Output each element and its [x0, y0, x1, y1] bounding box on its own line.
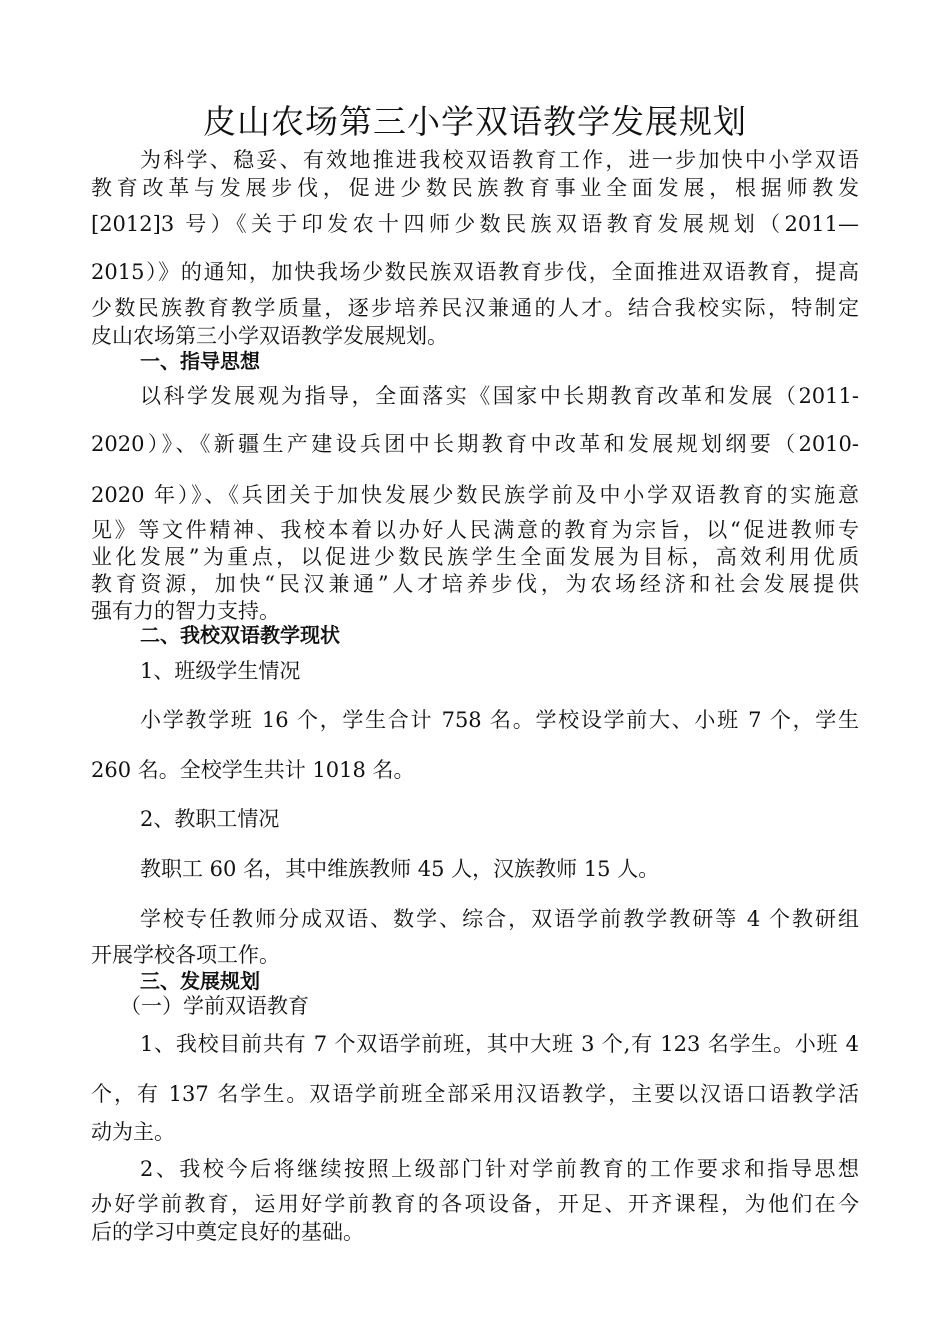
students-line: 小学教学班 16 个，学生合计 758 名。学校设学前大、小班 7 个，学生	[140, 708, 859, 732]
document-title: 皮山农场第三小学双语教学发展规划	[203, 102, 747, 141]
preschool-line: 个，有 137 名学生。双语学前班全部采用汉语教学，主要以汉语口语教学活	[91, 1082, 859, 1106]
subheading: 2、教职工情况	[140, 807, 280, 831]
guiding-line: 2020）》、《新疆生产建设兵团中长期教育中改革和发展规划纲要（2010-	[91, 432, 859, 456]
guiding-line: 业化发展”为重点，以促进少数民族学生全面发展为目标，高效利用优质	[91, 545, 859, 569]
guiding-line: 以科学发展观为指导，全面落实《国家中长期教育改革和发展（2011-	[140, 384, 859, 408]
guiding-line: 强有力的智力支持。	[91, 599, 280, 623]
intro-line: 2015）》的通知，加快我场少数民族双语教育步伐，全面推进双语教育，提高	[91, 260, 859, 284]
guiding-line: 见》等文件精神、我校本着以办好人民满意的教育为宗旨，以“促进教师专	[91, 518, 859, 542]
students-line: 260 名。全校学生共计 1018 名。	[91, 758, 415, 782]
preschool-line: 动为主。	[91, 1120, 175, 1144]
intro-line: 皮山农场第三小学双语教学发展规划。	[91, 324, 448, 348]
intro-line: 为科学、稳妥、有效地推进我校双语教育工作，进一步加快中小学双语	[140, 148, 859, 172]
preschool-line: 1、我校目前共有 7 个双语学前班，其中大班 3 个,有 123 名学生。小班 4	[140, 1032, 859, 1056]
subheading: （一）学前双语教育	[120, 994, 309, 1018]
guiding-line: 教育资源，加快“民汉兼通”人才培养步伐，为农场经济和社会发展提供	[91, 572, 859, 596]
guiding-line: 2020 年）》、《兵团关于加快发展少数民族学前及中小学双语教育的实施意	[91, 483, 859, 507]
section-heading: 三、发展规划	[140, 969, 260, 993]
subheading: 1、班级学生情况	[140, 659, 301, 683]
intro-line: 教育改革与发展步伐，促进少数民族教育事业全面发展，根据师教发	[91, 176, 859, 200]
groups-line: 开展学校各项工作。	[91, 943, 280, 967]
staff-line: 教职工 60 名，其中维族教师 45 人，汉族教师 15 人。	[140, 857, 660, 881]
intro-line: 少数民族教育教学质量，逐步培养民汉兼通的人才。结合我校实际，特制定	[91, 296, 859, 320]
section-heading: 二、我校双语教学现状	[140, 623, 340, 647]
preschool-line: 后的学习中奠定良好的基础。	[91, 1220, 364, 1244]
section-heading: 一、指导思想	[140, 349, 260, 373]
intro-line: [2012]3 号）《关于印发农十四师少数民族双语教育发展规划（2011—	[91, 212, 859, 236]
preschool-line: 办好学前教育，运用好学前教育的各项设备，开足、开齐课程，为他们在今	[91, 1192, 859, 1216]
preschool-line: 2、我校今后将继续按照上级部门针对学前教育的工作要求和指导思想	[140, 1157, 859, 1181]
groups-line: 学校专任教师分成双语、数学、综合，双语学前教学教研等 4 个教研组	[140, 907, 859, 931]
